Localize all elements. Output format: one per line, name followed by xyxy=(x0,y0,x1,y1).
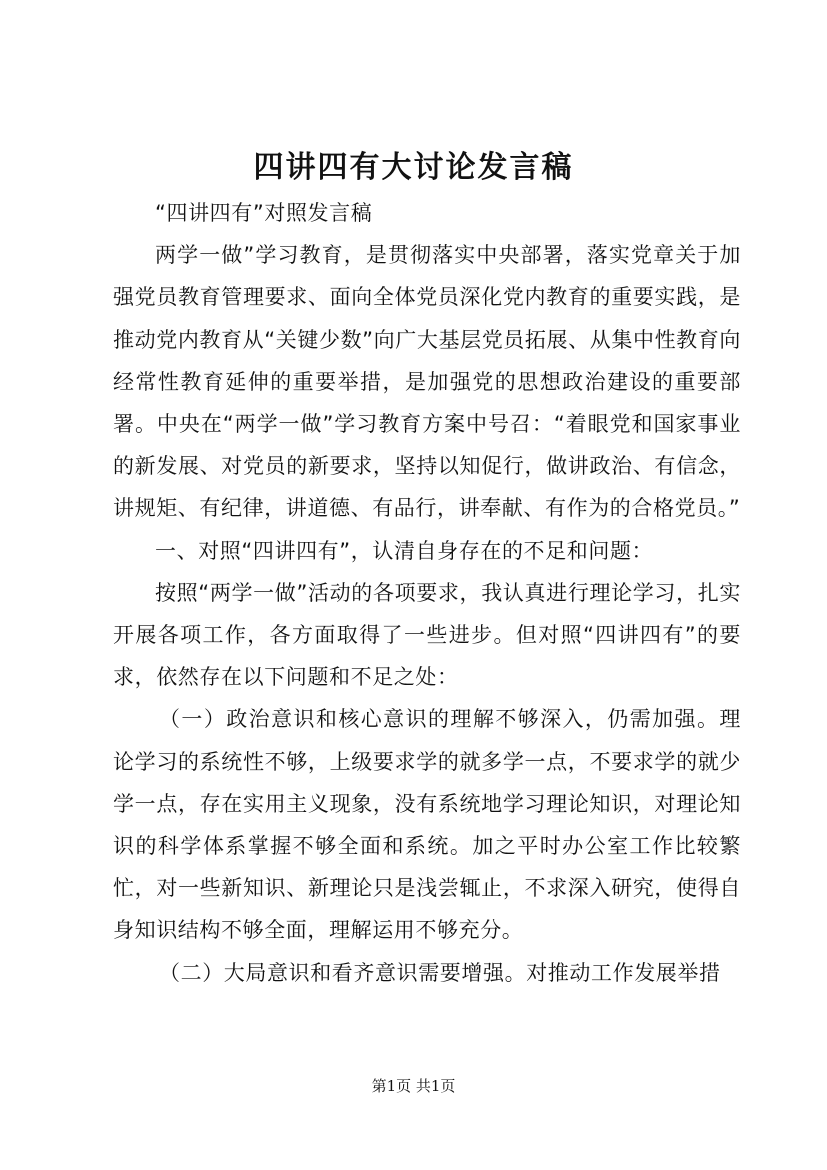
document-title: 四讲四有大讨论发言稿 xyxy=(253,150,574,185)
paragraph-point-one: （一）政治意识和核心意识的理解不够深入，仍需加强。理论学习的系统性不够，上级要求学的就多学一点，不要求学的就少学一点，存在实用主义现象，没有系统地学习理论知识，对理论知识的科学体系掌握不够全面和系统。加之平时办公室工作比较繁忙，对一些新知识、新理论只是浅尝辄止，不求深入研究，使得自身知识结构不够全面，理解运用不够充分。 xyxy=(113,707,741,943)
paragraph-section-heading: 一、对照“四讲四有”，认清自身存在的不足和问题： xyxy=(155,538,654,563)
document-body xyxy=(113,192,741,994)
paragraph-section-intro: 按照“两学一做”活动的各项要求，我认真进行理论学习，扎实开展各项工作，各方面取得了一些进步。但对照“四讲四有”的要求，依然存在以下问题和不足之处： xyxy=(113,580,741,690)
paragraph-subtitle: “四讲四有”对照发言稿 xyxy=(155,201,373,225)
paragraph-point-two: （二）大局意识和看齐意识需要增强。对推动工作发展举措 xyxy=(159,960,721,985)
paragraph-intro: 两学一做”学习教育，是贯彻落实中央部署，落实党章关于加强党员教育管理要求、面向全体党员深化党内教育的重要实践，是推动党内教育从“关键少数”向广大基层党员拓展、从集中性教育向经常性教育延伸的重要举措，是加强党的思想政治建设的重要部署。中央在“两学一做”学习教育方案中号召：“着眼党和国家事业的新发展、对党员的新要求，坚持以知促行，做讲政治、有信念，讲规矩、有纪律，讲道德、有品行，讲奉献、有作为的合格党员。” xyxy=(113,243,741,521)
page-number-footer: 第1页 共1页 xyxy=(371,1077,456,1095)
